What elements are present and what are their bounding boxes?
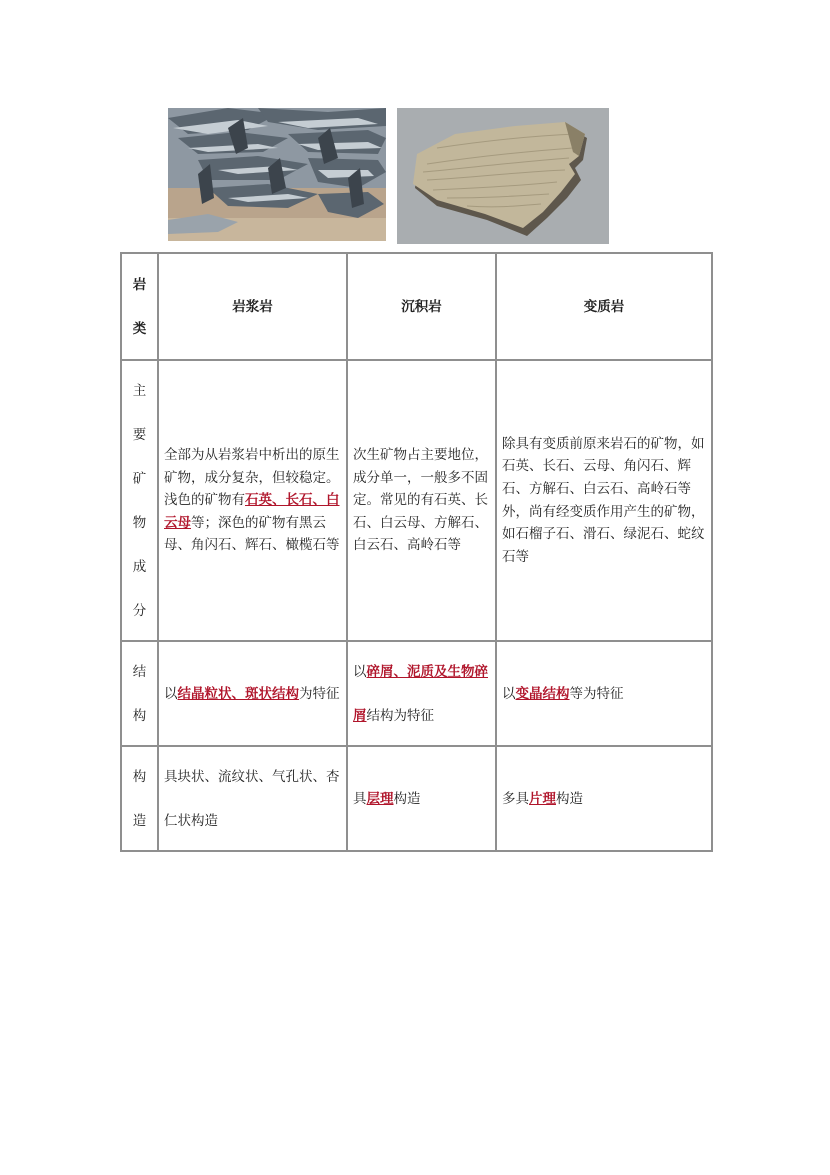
text-segment: 构造 xyxy=(393,790,421,807)
texture-label-cell xyxy=(121,641,158,746)
minerals-label-cell xyxy=(121,360,158,641)
text-segment: 除具有变质前原来岩石的矿物，如石英、长石、云母、角闪石、辉石、方解石、白云石、高岭石等外，尚有经变质作用产生的矿物，如石榴子石、滑石、绿泥石、蛇纹石等 xyxy=(502,435,705,565)
metamorphic-minerals-cell xyxy=(496,360,712,641)
sedimentary-texture-cell xyxy=(347,641,496,746)
rock-comparison-table xyxy=(120,252,713,852)
structure-label-cell xyxy=(121,746,158,851)
text-segment: 具块状、流纹状、气孔状、杏仁状构造 xyxy=(164,768,340,829)
text-segment: 以 xyxy=(353,663,367,680)
sedimentary-minerals-cell xyxy=(347,360,496,641)
row-label-char: 造 xyxy=(132,812,147,829)
texture-row xyxy=(121,641,712,746)
text-segment: 次生矿物占主要地位，成分单一，一般多不固定。常见的有石英、长石、白云母、方解石、白云石、高岭石等 xyxy=(353,447,488,554)
sedimentary-structure-cell xyxy=(347,746,496,851)
row-label-char: 成 xyxy=(132,558,147,575)
row-label-char: 物 xyxy=(132,514,147,531)
text-segment: 等为特征 xyxy=(569,685,624,702)
text-segment: 以 xyxy=(164,685,178,702)
header-type-cell xyxy=(121,253,158,360)
highlight-term: 变晶结构 xyxy=(515,685,570,702)
text-segment: 结构为特征 xyxy=(366,707,434,724)
text-segment: 为特征 xyxy=(299,685,340,702)
header-type-char: 岩 xyxy=(132,276,147,293)
header-igneous: 岩浆岩 xyxy=(158,253,347,360)
highlight-term: 石英、长石、白云母 xyxy=(164,492,340,531)
minerals-row xyxy=(121,360,712,641)
layered-rock-photo xyxy=(168,108,386,241)
metamorphic-texture-cell xyxy=(496,641,712,746)
header-row xyxy=(121,253,712,360)
row-label-char: 分 xyxy=(132,602,147,619)
highlight-term: 结晶粒状、斑状结构 xyxy=(177,685,299,702)
schist-slab-photo xyxy=(397,108,609,244)
row-label-char: 矿 xyxy=(132,470,147,487)
igneous-structure-cell xyxy=(158,746,347,851)
structure-row xyxy=(121,746,712,851)
row-label-char: 构 xyxy=(132,768,147,785)
text-segment: 具 xyxy=(353,790,367,807)
text-segment: 以 xyxy=(502,685,516,702)
row-label-char: 结 xyxy=(132,663,147,680)
igneous-minerals-cell xyxy=(158,360,347,641)
header-sedimentary: 沉积岩 xyxy=(347,253,496,360)
text-segment: 多具 xyxy=(502,790,529,807)
row-label-char: 要 xyxy=(132,426,147,443)
header-type-char: 类 xyxy=(132,320,147,337)
header-metamorphic: 变质岩 xyxy=(496,253,712,360)
highlight-term: 层理 xyxy=(366,790,394,807)
text-segment: 全部为从岩浆岩中析出的原生矿物，成分复杂，但较稳定。浅色的矿物有 xyxy=(164,447,340,509)
text-segment: 构造 xyxy=(556,790,583,807)
metamorphic-structure-cell xyxy=(496,746,712,851)
text-segment: 等；深色的矿物有黑云母、角闪石、辉石、橄榄石等 xyxy=(164,514,340,554)
row-label-char: 构 xyxy=(132,707,147,724)
highlight-term: 片理 xyxy=(529,790,556,807)
highlight-term: 碎屑、泥质及生物碎屑 xyxy=(353,663,488,724)
igneous-texture-cell xyxy=(158,641,347,746)
row-label-char: 主 xyxy=(132,382,147,399)
